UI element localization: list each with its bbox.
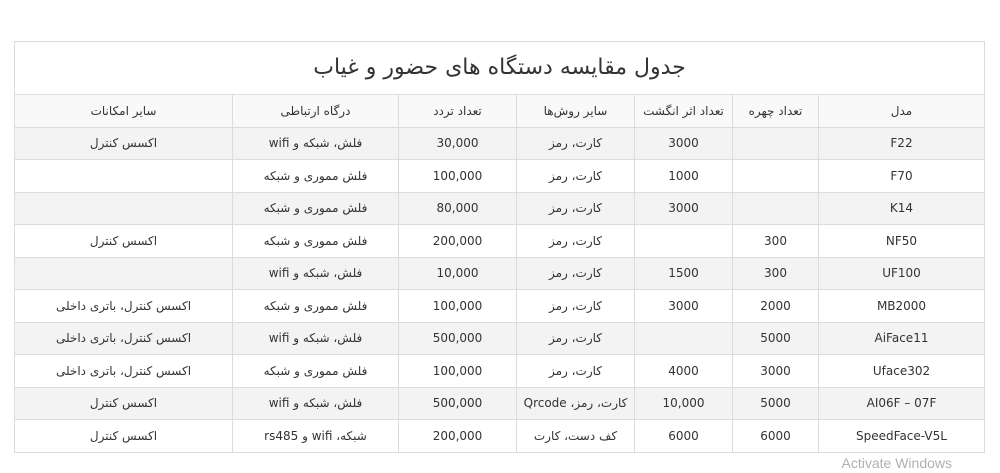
cell-traffic-count: 100,000 bbox=[399, 160, 517, 193]
cell-connection-port: فلش مموری و شبکه bbox=[233, 355, 399, 388]
header-other-features: سایر امکانات bbox=[15, 95, 233, 128]
cell-face-count bbox=[733, 160, 819, 193]
cell-model: SpeedFace-V5L bbox=[819, 420, 985, 453]
table-row bbox=[15, 160, 985, 193]
table-row bbox=[15, 257, 985, 290]
header-row bbox=[15, 95, 985, 128]
activate-windows-watermark: Activate Windows bbox=[841, 455, 952, 471]
cell-other-features bbox=[15, 160, 233, 193]
cell-traffic-count: 10,000 bbox=[399, 257, 517, 290]
header-model: مدل bbox=[819, 95, 985, 128]
cell-other-features bbox=[15, 257, 233, 290]
cell-traffic-count: 100,000 bbox=[399, 355, 517, 388]
cell-face-count bbox=[733, 192, 819, 225]
cell-fingerprint-count: 1500 bbox=[635, 257, 733, 290]
cell-other-features: اکسس کنترل bbox=[15, 387, 233, 420]
cell-traffic-count: 500,000 bbox=[399, 387, 517, 420]
cell-fingerprint-count bbox=[635, 225, 733, 258]
cell-connection-port: فلش مموری و شبکه bbox=[233, 160, 399, 193]
header-fingerprint-count: تعداد اثر انگشت bbox=[635, 95, 733, 128]
cell-traffic-count: 200,000 bbox=[399, 225, 517, 258]
cell-other-methods: کارت، رمز bbox=[517, 322, 635, 355]
cell-other-methods: کارت، رمز bbox=[517, 290, 635, 323]
cell-fingerprint-count: 1000 bbox=[635, 160, 733, 193]
cell-other-methods: کارت، رمز bbox=[517, 225, 635, 258]
cell-model: MB2000 bbox=[819, 290, 985, 323]
cell-connection-port: فلش، شبکه و wifi bbox=[233, 387, 399, 420]
cell-model: Uface302 bbox=[819, 355, 985, 388]
cell-fingerprint-count: 10,000 bbox=[635, 387, 733, 420]
cell-other-methods: کارت، رمز bbox=[517, 257, 635, 290]
cell-traffic-count: 100,000 bbox=[399, 290, 517, 323]
cell-other-features: اکسس کنترل، باتری داخلی bbox=[15, 355, 233, 388]
table-row bbox=[15, 387, 985, 420]
cell-other-features: اکسس کنترل bbox=[15, 225, 233, 258]
table-row bbox=[15, 355, 985, 388]
header-face-count: تعداد چهره bbox=[733, 95, 819, 128]
cell-other-methods: کف دست، کارت bbox=[517, 420, 635, 453]
cell-other-methods: کارت، رمز bbox=[517, 355, 635, 388]
cell-face-count: 3000 bbox=[733, 355, 819, 388]
cell-connection-port: فلش، شبکه و wifi bbox=[233, 257, 399, 290]
table-row bbox=[15, 290, 985, 323]
cell-other-features: اکسس کنترل، باتری داخلی bbox=[15, 290, 233, 323]
cell-face-count: 300 bbox=[733, 257, 819, 290]
cell-connection-port: فلش مموری و شبکه bbox=[233, 192, 399, 225]
cell-connection-port: فلش، شبکه و wifi bbox=[233, 322, 399, 355]
table-title: جدول مقایسه دستگاه های حضور و غیاب bbox=[14, 41, 985, 94]
cell-face-count: 2000 bbox=[733, 290, 819, 323]
table-row bbox=[15, 127, 985, 160]
header-traffic-count: تعداد تردد bbox=[399, 95, 517, 128]
cell-other-features bbox=[15, 192, 233, 225]
cell-other-features: اکسس کنترل، باتری داخلی bbox=[15, 322, 233, 355]
cell-traffic-count: 500,000 bbox=[399, 322, 517, 355]
cell-model: UF100 bbox=[819, 257, 985, 290]
cell-other-features: اکسس کنترل bbox=[15, 420, 233, 453]
cell-connection-port: فلش مموری و شبکه bbox=[233, 225, 399, 258]
cell-fingerprint-count: 4000 bbox=[635, 355, 733, 388]
cell-other-features: اکسس کنترل bbox=[15, 127, 233, 160]
cell-face-count bbox=[733, 127, 819, 160]
table-row bbox=[15, 225, 985, 258]
cell-traffic-count: 80,000 bbox=[399, 192, 517, 225]
cell-face-count: 5000 bbox=[733, 322, 819, 355]
cell-traffic-count: 200,000 bbox=[399, 420, 517, 453]
header-connection-port: درگاه ارتباطی bbox=[233, 95, 399, 128]
cell-connection-port: فلش مموری و شبکه bbox=[233, 290, 399, 323]
table-row bbox=[15, 192, 985, 225]
cell-fingerprint-count: 3000 bbox=[635, 127, 733, 160]
cell-fingerprint-count: 6000 bbox=[635, 420, 733, 453]
table-row bbox=[15, 420, 985, 453]
cell-model: AI06F – 07F bbox=[819, 387, 985, 420]
cell-fingerprint-count bbox=[635, 322, 733, 355]
cell-model: NF50 bbox=[819, 225, 985, 258]
cell-face-count: 300 bbox=[733, 225, 819, 258]
device-comparison-table bbox=[14, 41, 985, 453]
header-other-methods: سایر روش‌ها bbox=[517, 95, 635, 128]
cell-traffic-count: 30,000 bbox=[399, 127, 517, 160]
cell-other-methods: کارت، رمز bbox=[517, 160, 635, 193]
cell-connection-port: شبکه، wifi و rs485 bbox=[233, 420, 399, 453]
table-row bbox=[15, 322, 985, 355]
cell-other-methods: کارت، رمز bbox=[517, 127, 635, 160]
cell-face-count: 5000 bbox=[733, 387, 819, 420]
cell-fingerprint-count: 3000 bbox=[635, 290, 733, 323]
cell-model: F70 bbox=[819, 160, 985, 193]
cell-face-count: 6000 bbox=[733, 420, 819, 453]
cell-connection-port: فلش، شبکه و wifi bbox=[233, 127, 399, 160]
comparison-table-container bbox=[14, 41, 984, 453]
cell-model: K14 bbox=[819, 192, 985, 225]
cell-model: AiFace11 bbox=[819, 322, 985, 355]
cell-other-methods: کارت، رمز، Qrcode bbox=[517, 387, 635, 420]
cell-fingerprint-count: 3000 bbox=[635, 192, 733, 225]
cell-other-methods: کارت، رمز bbox=[517, 192, 635, 225]
cell-model: F22 bbox=[819, 127, 985, 160]
